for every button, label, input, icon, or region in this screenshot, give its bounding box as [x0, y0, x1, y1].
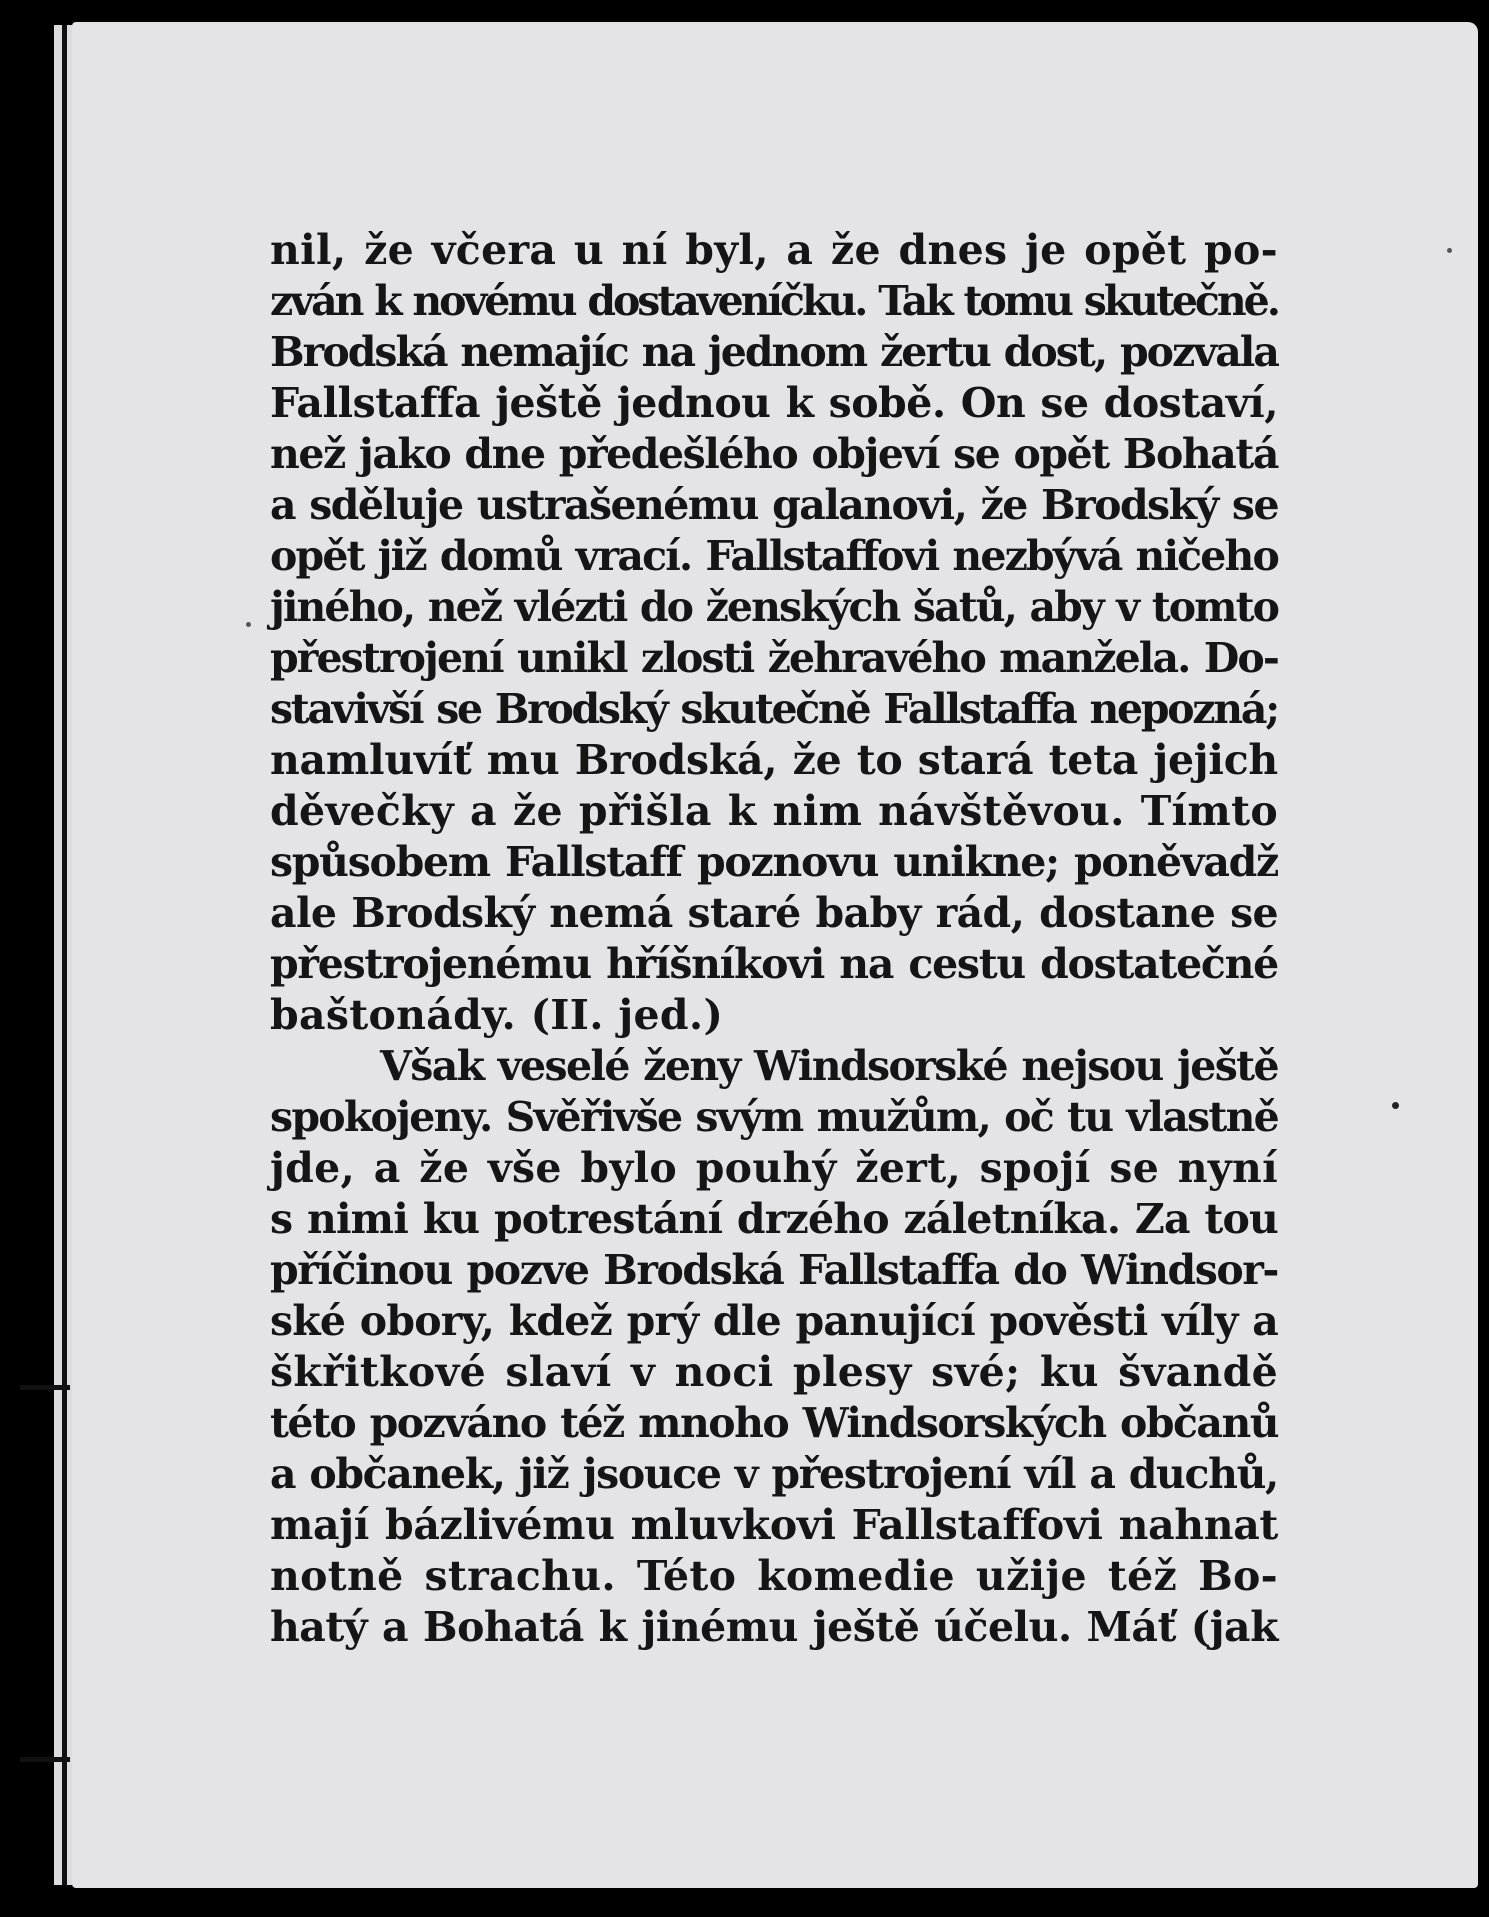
text-line: spokojeny. Svěřivše svým mužům, oč tu vlastně — [270, 1093, 1278, 1141]
text-line: a občanek, již jsouce v přestrojení víl a duchů, — [270, 1450, 1278, 1498]
body-text — [270, 225, 1278, 1653]
spine-mark — [20, 1757, 70, 1762]
text-line: škřitkové slaví v noci plesy své; ku švandě — [270, 1348, 1278, 1396]
page-speck — [246, 622, 251, 627]
text-line: hatý a Bohatá k jinému ještě účelu. Máť (jak — [270, 1603, 1278, 1651]
text-line: opět již domů vrací. Fallstaffovi nezbývá ničeho — [270, 532, 1278, 580]
text-line: spůsobem Fallstaff poznovu unikne; poněvadž — [270, 838, 1278, 886]
spine-line — [62, 25, 67, 1885]
text-line: notně strachu. Této komedie užije též Bo- — [270, 1552, 1278, 1600]
text-line: Fallstaffa ještě jednou k sobě. On se dostaví, — [270, 379, 1278, 427]
text-line: a sděluje ustrašenému galanovi, že Brodský se — [270, 481, 1278, 529]
text-line: baštonády. (II. jed.) — [270, 991, 724, 1039]
text-line: přestrojenému hříšníkovi na cestu dostatečné — [270, 940, 1278, 988]
text-line: namluvíť mu Brodská, že to stará teta jejich — [270, 736, 1278, 784]
text-line: děvečky a že přišla k nim návštěvou. Tímto — [270, 787, 1278, 835]
text-line: přestrojení unikl zlosti žehravého manžela. Do- — [270, 634, 1278, 682]
text-line: mají bázlivému mluvkovi Fallstaffovi nahnat — [270, 1501, 1278, 1549]
paragraph-start-line: Však veselé ženy Windsorské nejsou ještě — [380, 1042, 1278, 1090]
text-line: nil, že včera u ní byl, a že dnes je opět po- — [270, 226, 1278, 274]
page-speck — [1447, 248, 1452, 253]
text-line: s nimi ku potrestání drzého záletníka. Za tou — [270, 1195, 1278, 1243]
text-line: příčinou pozve Brodská Fallstaffa do Windsor- — [270, 1246, 1278, 1294]
spine-mark — [20, 1385, 70, 1390]
text-line: jde, a že vše bylo pouhý žert, spojí se nyní — [270, 1144, 1278, 1192]
text-line: této pozváno též mnoho Windsorských občanů — [270, 1399, 1278, 1447]
text-line: ské obory, kdež prý dle panující pověsti víly a — [270, 1297, 1278, 1345]
book-spine-edge — [0, 0, 72, 1917]
text-line: Brodská nemajíc na jednom žertu dost, pozvala — [270, 328, 1278, 376]
text-line: jiného, než vlézti do ženských šatů, aby v tomto — [270, 583, 1278, 631]
text-line: než jako dne předešlého objeví se opět Bohatá — [270, 430, 1278, 478]
text-line: zván k novému dostaveníčku. Tak tomu skutečně. — [270, 277, 1278, 325]
page-speck — [1392, 1102, 1399, 1109]
text-line: stavivší se Brodský skutečně Fallstaffa nepozná; — [270, 685, 1278, 733]
text-line: ale Brodský nemá staré baby rád, dostane se — [270, 889, 1278, 937]
